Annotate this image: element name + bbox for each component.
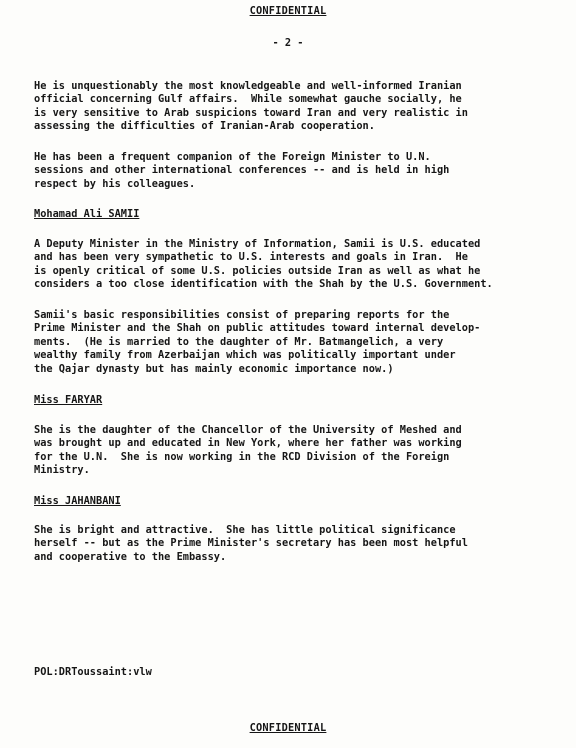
paragraph-foreign-minister-companion: He has been a frequent companion of the Foreign Minister to U.N. sessions and other international conferences -- and is held in high respect by his colleagues.	[34, 151, 450, 190]
paragraph-samii-deputy-minister: A Deputy Minister in the Ministry of Information, Samii is U.S. educated and has been very sympathetic to U.S. interests and goals in Iran. He is openly critical of some U.S. policies outside Iran as well as what he considers a too close identification with the Shah by the U.S. Government.	[34, 238, 493, 291]
classification-footer: CONFIDENTIAL	[249, 722, 327, 734]
paragraph-gulf-affairs: He is unquestionably the most knowledgeable and well-informed Iranian official concerning Gulf affairs. While somewhat gauche socially, he is very sensitive to Arab suspicions toward Iran and very realistic in assessing the difficulties of Iranian-Arab cooperation.	[34, 80, 468, 133]
paragraph-jahanbani: She is bright and attractive. She has little political significance herself -- but as the Prime Minister's secretary has been most helpful and cooperative to the Embassy.	[34, 524, 468, 563]
paragraph-faryar: She is the daughter of the Chancellor of the University of Meshed and was brought up and educated in New York, where her father was working for the U.N. She is now working in the RCD Division of the Foreign Ministry.	[34, 424, 462, 477]
paragraph-samii-responsibilities: Samii's basic responsibilities consist of preparing reports for the Prime Minister and the Shah on public attitudes toward internal develop- ments. (He is married to the daughter of Mr. Batmangelich, a very wealthy family from Azerbaijan which was politically important under the Qajar dynasty but has mainly economic importance now.)	[34, 309, 481, 375]
heading-mohamad-ali-samii: Mohamad Ali SAMII	[34, 208, 140, 220]
page-number: - 2 -	[272, 37, 304, 49]
classification-header: CONFIDENTIAL	[249, 5, 327, 17]
heading-miss-jahanbani: Miss JAHANBANI	[34, 495, 121, 507]
drafter-reference: POL:DRToussaint:vlw	[34, 666, 152, 678]
heading-miss-faryar: Miss FARYAR	[34, 394, 103, 406]
